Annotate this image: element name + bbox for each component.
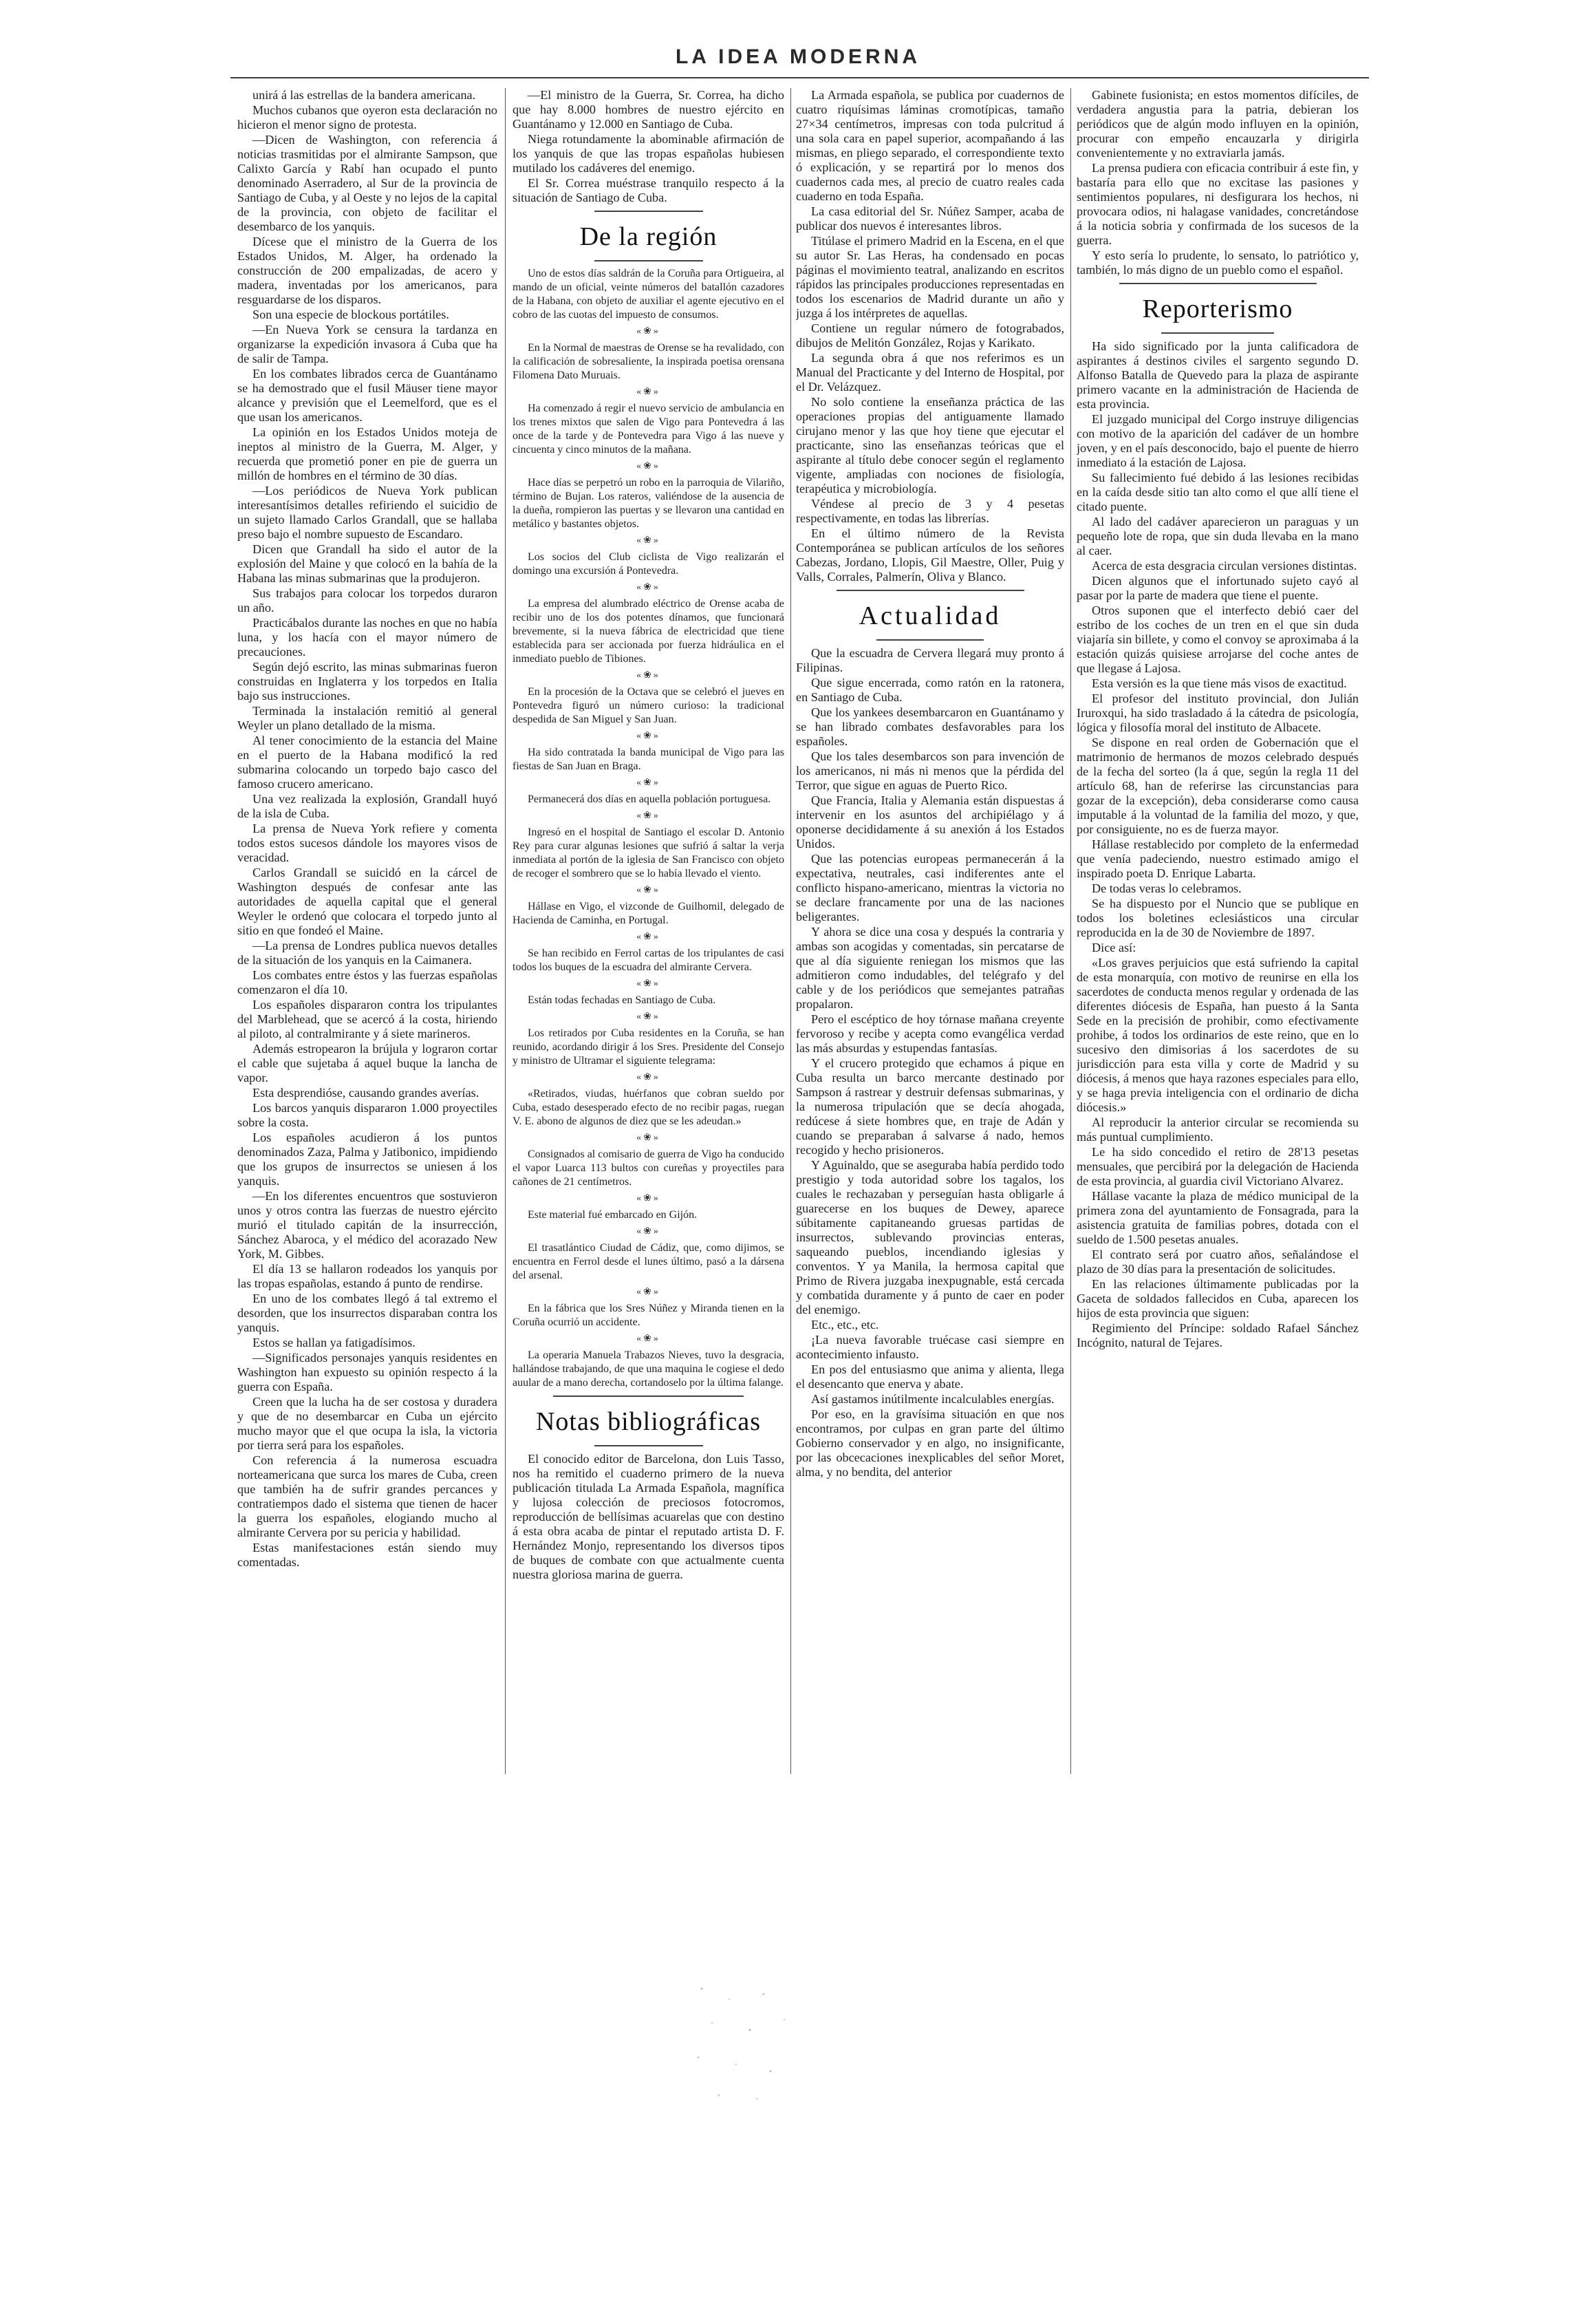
paragraph: Que Francia, Italia y Alemania están dispuestas á intervenir en los asuntos del archipiélago y á oponerse decididamente á su anexión á los Estados Unidos. — [796, 793, 1064, 851]
column-divider — [1070, 88, 1071, 1774]
paragraph: Los retirados por Cuba residentes en la Coruña, se han reunido, acordando dirigir á los Sres. Presidente del Consejo y ministro de Ultramar el siguiente telegrama: — [513, 1027, 784, 1067]
paragraph: Hállase vacante la plaza de médico municipal de la primera zona del ayuntamiento de Fonsagrada, para la asistencia gratuita de familias pobres, dotada con el sueldo de 1.500 pesetas anuales. — [1077, 1189, 1359, 1246]
paragraph: Dicen que Grandall ha sido el autor de la explosión del Maine y que colocó en la bahía de la Habana las minas submarinas que la produjeron. — [237, 542, 497, 585]
paragraph: Véndese al precio de 3 y 4 pesetas respectivamente, en todas las librerías. — [796, 497, 1064, 525]
paragraph-ornament: «❀» — [636, 1287, 660, 1297]
section-rule — [876, 639, 984, 641]
paragraph: Por eso, en la gravísima situación en que nos encontramos, por culpas en gran parte del último Gobierno conservador y en algo, no insignificante, por las obcecaciones inexplicables del señor Moret, alma, y no bendita, del anterior — [796, 1407, 1064, 1479]
paragraph: Y ahora se dice una cosa y después la contraria y ambas son acogidas y comentadas, sin percatarse de que al día siguiente reniegan los mismos que las admitieron como indudables, del telégrafo y del cable y de los periódicos que semejantes patrañas propalaron. — [796, 925, 1064, 1011]
paragraph-ornament: «❀» — [636, 1133, 660, 1143]
masthead-rule — [230, 77, 1369, 78]
paragraph: Son una especie de blockous portátiles. — [252, 308, 449, 321]
paragraph: Los españoles dispararon contra los tripulantes del Marblehead, que se acercó á la costa, hiriendo al piloto, al contralmirante y á siete marineros. — [237, 998, 497, 1040]
paragraph: Ingresó en el hospital de Santiago el escolar D. Antonio Rey para curar algunas lesiones que sufrió á saltar la verja inmediata al portón de la iglesia de San Francisco con objeto de recoger el sombrero que se lo había llevado el viento. — [513, 826, 784, 879]
paragraph: Que los yankees desembarcaron en Guantánamo y se han librado combates desfavorables para los españoles. — [796, 705, 1064, 748]
paragraph: En la fábrica que los Sres Núñez y Miranda tienen en la Coruña ocurrió un accidente. — [513, 1303, 784, 1328]
paragraph: Que las potencias europeas permanecerán á la expectativa, neutrales, casi indiferentes ante el conflicto hispano-americano, mientras la victoria no se declare francamente por una de las naciones beligerantes. — [796, 852, 1064, 923]
paragraph: Niega rotundamente la abominable afirmación de los yanquis de que las tropas españolas hubiesen mutilado los cadáveres del enemigo. — [513, 132, 784, 175]
paragraph: Esta versión es la que tiene más visos de exactitud. — [1092, 676, 1347, 690]
section-rule — [1119, 283, 1317, 284]
paragraph: Ha sido contratada la banda municipal de Vigo para las fiestas de San Juan en Braga. — [513, 747, 784, 772]
paragraph: Estos se hallan ya fatigadísimos. — [252, 1336, 416, 1349]
paragraph: El día 13 se hallaron rodeados los yanquis por las tropas españolas, estando á punto de rendirse. — [237, 1262, 497, 1290]
actualidad-body — [796, 646, 1064, 1479]
paragraph: Permanecerá dos días en aquella población portuguesa. — [528, 793, 771, 805]
bibliographic-notes — [513, 1452, 784, 1582]
paragraph: Muchos cubanos que oyeron esta declaración no hicieron el menor signo de protesta. — [237, 103, 497, 131]
paragraph: Dicen algunos que el infortunado sujeto cayó al pasar por la parte de madera que tiene el puente. — [1077, 574, 1359, 602]
column-4 — [1077, 88, 1359, 1774]
paragraph: —La prensa de Londres publica nuevos detalles de la situación de los yanquis en la Caimanera. — [237, 939, 497, 967]
paragraph: Que la escuadra de Cervera llegará muy pronto á Filipinas. — [796, 646, 1064, 674]
paragraph: Creen que la lucha ha de ser costosa y duradera y que de no desembarcar en Cuba un ejército mucho mayor que el que ocupa la isla, la victoria por tierra será para los españoles. — [237, 1395, 497, 1452]
paragraph: Acerca de esta desgracia circulan versiones distintas. — [1092, 559, 1357, 573]
paragraph: unirá á las estrellas de la bandera americana. — [252, 88, 476, 102]
reporterismo-body — [1077, 339, 1359, 1350]
paragraph: Al lado del cadáver aparecieron un paraguas y un pequeño lote de ropa, que sin duda llevaba en la mano al caer. — [1077, 515, 1359, 557]
paragraph: Su fallecimiento fué debido á las lesiones recibidas en la caída desde sitio tan alto como el que allí tiene el citado puente. — [1077, 471, 1359, 513]
paragraph: Que sigue encerrada, como ratón en la ratonera, en Santiago de Cuba. — [796, 676, 1064, 704]
paragraph: La prensa pudiera con eficacia contribuir á este fin, y bastaría para ello que no excitase las pasiones y sentimientos populares, ni desfigurara los hechos, ni provocara odios, ni halagase vanidades, concretándose á la noticia sobria y confirmada de los sucesos de la guerra. — [1077, 161, 1359, 247]
paragraph: —Dicen de Washington, con referencia á noticias trasmitidas por el almirante Sampson, que Calixto García y Rabí han ocupado el punto denominado Aserradero, al Sur de la provincia de Santiago de Cuba, y al Oeste y no lejos de la capital de la provincia, con objeto de facilitar el desembarco de los yanquis. — [237, 133, 497, 233]
section-rule — [837, 590, 1024, 591]
section-rule — [553, 1396, 744, 1397]
paragraph: La Armada española, se publica por cuadernos de cuatro riquísimas láminas cromotípicas, tamaño 27×34 centímetros, impresas con toda pulcritud á una sola cara en papel superior, acompañando á las mismas, en pliego separado, el correspondiente texto ó explicación, y se repartirá por lo menos dos cuadernos cada mes, al precio de cuatro reales cada cuaderno en toda España. — [796, 88, 1064, 203]
paragraph: Pero el escéptico de hoy tórnase mañana creyente fervoroso y recibe y acepta como evangélica verdad las más absurdas y estupendas fantasías. — [796, 1012, 1064, 1055]
paragraph: —El ministro de la Guerra, Sr. Correa, ha dicho que hay 8.000 hombres de nuestro ejército en Guantánamo y 12.000 en Santiago de Cuba. — [513, 88, 784, 131]
column-1 — [237, 88, 497, 1774]
paragraph: Al tener conocimiento de la estancia del Maine en el puerto de la Habana modificó la red submarina colocando un torpedo bajo casco del famoso crucero americano. — [237, 734, 497, 791]
paragraph-ornament: «❀» — [636, 461, 660, 471]
paragraph: El Sr. Correa muéstrase tranquilo respecto á la situación de Santiago de Cuba. — [513, 176, 784, 204]
paragraph: Ha sido significado por la junta calificadora de aspirantes á destinos civiles el sargento segundo D. Alfonso Batalla de Quevedo para la plaza de aspirante primero vacante en la administración de Hacienda de esta provincia. — [1077, 339, 1359, 411]
paragraph-ornament: «❀» — [636, 1072, 660, 1082]
paragraph: No solo contiene la enseñanza práctica de las operaciones propias del antiguamente llamado cirujano menor y las que hoy tiene que ejecutar el practicante, sino las enseñanzas teóricas que el aspirante al título debe conocer según el reglamento vigente, ampliadas con nociones de fisiología, terapéutica y microbiología. — [796, 395, 1064, 495]
paragraph: En los combates librados cerca de Guantánamo se ha demostrado que el fusil Mäuser tiene mayor alcance y previsión que el Leemelford, que es el que usan los americanos. — [237, 367, 497, 424]
paragraph: Carlos Grandall se suicidó en la cárcel de Washington después de confesar ante las autoridades de aquella capital que el general Weyler le ordenó que colocara el torpedo junto al sitio en que fondeó el Maine. — [237, 866, 497, 937]
paragraph-ornament: «❀» — [636, 885, 660, 895]
section-rule — [1161, 332, 1274, 334]
section-title-notas: Notas bibliográficas — [535, 1407, 762, 1436]
paragraph: «Los graves perjuicios que está sufriendo la capital de esta monarquía, con motivo de reunirse en ella los sacerdotes de conducta menos regular y ordenada de las diferentes diócesis de España, han puesto á la Santa Sede en la precisión de prohibir, como efectivamente prohibe, á todos los ordinarios de este reino, que en lo sucesivo den dimisorias á los sacerdotes de su jurisdicción para esta villa y corte de Madrid y su diócesis, á menos que haya razones especiales para ello, y se haga previa inteligencia con el ordinario de dicha diócesis.» — [1077, 956, 1359, 1114]
paragraph: Sus trabajos para colocar los torpedos duraron un año. — [237, 586, 497, 614]
paragraph: Los barcos yanquis dispararon 1.000 proyectiles sobre la costa. — [237, 1101, 497, 1129]
paragraph: En la procesión de la Octava que se celebró el jueves en Pontevedra figuró un número curioso: la tradicional despedida de San Miguel y San Juan. — [513, 686, 784, 725]
paragraph: Consignados al comisario de guerra de Vigo ha conducido el vapor Luarca 113 bultos con cureñas y proyectiles para cañones de 21 centímetros. — [513, 1148, 784, 1188]
paragraph-ornament: «❀» — [636, 1193, 660, 1204]
paragraph: El conocido editor de Barcelona, don Luis Tasso, nos ha remitido el cuaderno primero de la nueva publicación titulada La Armada Española, magnífica y lujosa colección de preciosos fotocromos, reproducción de bellísimas acuarelas que con destino á esta obra acaba de pintar el reputado artista D. F. Hernández Monjo, representando los diversos tipos de buques de combate con que actualmente cuenta nuestra gloriosa marina de guerra. — [513, 1452, 784, 1581]
paragraph: Gabinete fusionista; en estos momentos difíciles, de verdadera angustia para la patria, debieran los periódicos que de algún modo influyen en la opinión, procurar con empeño encauzarla y dirigirla convenientemente y no extraviarla jamás. — [1077, 88, 1359, 160]
paragraph: «Retirados, viudas, huérfanos que cobran sueldo por Cuba, estado desesperado efecto de no recibir pagas, ruegan V. E. abono de algunos de diez que se les adeudan.» — [513, 1088, 784, 1127]
paragraph: Practicábalos durante las noches en que no había luna, y los hacía con el mayor número de precauciones. — [237, 616, 497, 659]
paragraph: Y esto sería lo prudente, lo sensato, lo patriótico y, también, lo más digno de un pueblo como el español. — [1077, 248, 1359, 277]
paragraph: En las relaciones últimamente publicadas por la Gaceta de soldados fallecidos en Cuba, aparecen los hijos de esta provincia que siguen: — [1077, 1277, 1359, 1320]
paragraph: —Significados personajes yanquis residentes en Washington han expuesto su opinión respecto á la guerra con España. — [237, 1351, 497, 1393]
paragraph: Hállase restablecido por completo de la enfermedad que venía padeciendo, nuestro estimado amigo el inspirado poeta D. Enrique Labarta. — [1077, 837, 1359, 880]
paragraph: —Los periódicos de Nueva York publican interesantísimos detalles refiriendo el suicidio de un sujeto llamado Carlos Grandall, que se hallaba preso bajo el nombre supuesto de Escandaro. — [237, 484, 497, 541]
paragraph: ¡La nueva favorable truécase casi siempre en acontecimiento infausto. — [796, 1333, 1064, 1361]
paragraph: Se han recibido en Ferrol cartas de los tripulantes de casi todos los buques de la escuadra del almirante Cervera. — [513, 948, 784, 973]
paragraph: La operaria Manuela Trabazos Nieves, tuvo la desgracia, hallándose trabajando, de que una maquina le cogiese el dedo auular de a mano derecha, cortandoselo por la última falange. — [513, 1349, 784, 1389]
paragraph-ornament: «❀» — [636, 1334, 660, 1344]
paragraph: Con referencia á la numerosa escuadra norteamericana que surca los mares de Cuba, creen que también ha de sufrir grandes percances y contratiempos dado el sistema que tienen de hacer la guerra los españoles, elogiando mucho al almirante Cervera por su pericia y habilidad. — [237, 1453, 497, 1539]
paragraph-ornament: «❀» — [636, 979, 660, 989]
paragraph: El juzgado municipal del Corgo instruye diligencias con motivo de la aparición del cadáver de un hombre joven, y en el país desconocido, bajo el puente de hierro inmediato á la estación de Lajosa. — [1077, 412, 1359, 469]
paragraph: Los socios del Club ciclista de Vigo realizarán el domingo una excursión á Pontevedra. — [513, 551, 784, 577]
paragraph: Los españoles acudieron á los puntos denominados Zaza, Palma y Jatibonico, impidiendo que los grupos de insurrectos se uniesen á los yanquis. — [237, 1131, 497, 1188]
paragraph-ornament: «❀» — [636, 731, 660, 741]
paragraph: Titúlase el primero Madrid en la Escena, en el que su autor Sr. Las Heras, ha condensado en pocas páginas el movimiento teatral, analizando en escritos rápidos las principales producciones representadas en todos los escenarios de Madrid durante un año y juzga á los intérpretes de aquellas. — [796, 234, 1064, 320]
paragraph: Y Aguinaldo, que se aseguraba había perdido todo prestigio y toda autoridad sobre los tagalos, los cuales le rechazaban y perseguían hasta obligarle á guarecerse en los buques de Dewey, aparece súbitamente capitaneando gruesas partidas de insurrectos, sublevando provincias enteras, saqueando pueblos, incendiando iglesias y conventos. Y ya Manila, la hermosa capital que Primo de Rivera juzgaba inexpugnable, está cercada y combatida duramente y á punto de caer en poder del enemigo. — [796, 1158, 1064, 1316]
war-ministry-note — [513, 88, 784, 205]
paragraph: Estas manifestaciones están siendo muy comentadas. — [237, 1541, 497, 1569]
paragraph: —En los diferentes encuentros que sostuvieron unos y otros contra las fuerzas de nuestro ejército murió el titulado capitán de la insurrección, Sánchez Abaroca, y el médico del acorazado New York, M. Gibbes. — [237, 1189, 497, 1261]
paragraph: Hace días se perpetró un robo en la parroquia de Vilariño, término de Bujan. Los rateros, valiéndose de la ausencia de la dueña, rompieron las puertas y se llevaron una cantidad en metálico y bastantes objetos. — [513, 477, 784, 530]
section-rule — [594, 260, 703, 261]
paragraph: Así gastamos inútilmente incalculables energías. — [811, 1392, 1055, 1406]
paragraph-ornament: «❀» — [636, 1226, 660, 1237]
paragraph: Y el crucero protegido que echamos á pique en Cuba resulta un barco mercante destinado por Sampson á rastrear y destruir defensas submarinas, y la numerosa tripulación que se decía ahogada, redúcese á siete hombres que, en traje de Adán y cuando se preparaban á salvarse á nado, hemos recogido y hecho prisioneros. — [796, 1056, 1064, 1157]
section-rule — [594, 1445, 703, 1446]
paragraph: Además estropearon la brújula y lograron cortar el cable que sujetaba á aquel buque la lancha de vapor. — [237, 1042, 497, 1084]
paragraph: Al reproducir la anterior circular se recomienda su más puntual cumplimiento. — [1077, 1115, 1359, 1144]
section-title-reporterismo: Reporterismo — [1142, 295, 1293, 323]
paragraph: En uno de los combates llegó á tal extremo el desorden, que los insurrectos disparaban contra los yanquis. — [237, 1292, 497, 1334]
paragraph-ornament: «❀» — [636, 387, 660, 397]
paragraph: La opinión en los Estados Unidos moteja de ineptos al ministro de la Guerra, M. Alger, y recuerda que prometió poner en pie de guerra un millón de hombres en el término de 30 días. — [237, 425, 497, 482]
paragraph: Se dispone en real orden de Gobernación que el matrimonio de hermanos de mozos celebrado después de la fecha del sorteo (la á que, según la regla 11 del artículo 68, han de referirse las circunstancias para gozar de la excepción), deba considerarse como causa imputable á la voluntad de la familia del mozo, y que, por consiguiente, no es de fuerza mayor. — [1077, 736, 1359, 836]
paragraph: Están todas fechadas en Santiago de Cuba. — [528, 994, 716, 1006]
paragraph: Este material fué embarcado en Gijón. — [528, 1209, 698, 1221]
paragraph-ornament: «❀» — [636, 670, 660, 681]
paragraph: Una vez realizada la explosión, Grandall huyó de la isla de Cuba. — [237, 792, 497, 820]
column-divider — [790, 88, 791, 1774]
paragraph: Otros suponen que el interfecto debió caer del estribo de los coches de un tren en el que sin duda viajaría sin billete, y como el convoy se aproximaba á la estación quizás quisiese arrojarse del coche antes de que llegase á Lajosa. — [1077, 603, 1359, 675]
paragraph: Según dejó escrito, las minas submarinas fueron construidas en Inglaterra y los torpedos en Italia bajo sus instrucciones. — [237, 660, 497, 703]
paragraph-ornament: «❀» — [636, 778, 660, 788]
column-divider — [505, 88, 506, 1774]
paragraph-ornament: «❀» — [636, 932, 660, 942]
paragraph: En el último número de la Revista Contemporánea se publican artículos de los señores Cabezas, Jordano, Llopis, Gil Maestre, Oller, Puig y Valls, Corrales, Palmerín, Oliva y Blanco. — [796, 526, 1064, 584]
paragraph: Esta desprendióse, causando grandes averías. — [252, 1086, 479, 1100]
paragraph: Se ha dispuesto por el Nuncio que se publique en todos los boletines eclesiásticos una circular reproducida en la de 30 de Noviembre de 1897. — [1077, 897, 1359, 939]
paragraph: Dícese que el ministro de la Guerra de los Estados Unidos, M. Alger, ha ordenado la construcción de 200 empalizadas, de acero y madera, inventadas por los americanos, para resguardarse de los disparos. — [237, 235, 497, 306]
paragraph: En la Normal de maestras de Orense se ha revalidado, con la calificación de sobresaliente, la inspirada poetisa orensana Filomena Dato Muruais. — [513, 342, 784, 381]
column-3 — [796, 88, 1064, 1774]
paragraph-ornament: «❀» — [636, 811, 660, 821]
paragraph-ornament: «❀» — [636, 582, 660, 592]
paragraph: —En Nueva York se censura la tardanza en organizarse la expedición invasora á Cuba que ha de salir de Tampa. — [237, 323, 497, 365]
newspaper-masthead: LA IDEA MODERNA — [675, 45, 921, 68]
paragraph: La segunda obra á que nos referimos es un Manual del Practicante y del Interno de Hospital, por el Dr. Velázquez. — [796, 351, 1064, 394]
paragraph: El trasatlántico Ciudad de Cádiz, que, como dijimos, se encuentra en Ferrol desde el lunes último, pasó a la dársena del arsenal. — [513, 1242, 784, 1281]
paragraph: De todas veras lo celebramos. — [1092, 881, 1242, 895]
section-title-actualidad: Actualidad — [859, 601, 1002, 630]
paragraph: La casa editorial del Sr. Núñez Samper, acaba de publicar dos nuevos é interesantes libros. — [796, 204, 1064, 233]
paragraph: Ha comenzado á regir el nuevo servicio de ambulancia en los trenes mixtos que salen de Vigo para Pontevedra á las once de la tarde y de Pontevedra para Vigo á las nueve y cincuenta y cinco minutos de la mañana. — [513, 403, 784, 456]
region-news-list — [513, 267, 784, 1390]
paragraph: Contiene un regular número de fotograbados, dibujos de Melitón González, Rojas y Karikato. — [796, 321, 1064, 350]
paragraph-ornament: «❀» — [636, 535, 660, 546]
paragraph: Hállase en Vigo, el vizconde de Guilhomil, delegado de Hacienda de Caminha, en Portugal. — [513, 901, 784, 926]
bibliographic-notes-continued — [796, 88, 1064, 584]
paragraph: Que los tales desembarcos son para invención de los americanos, ni más ni menos que la pérdida del Terror, que sigue en aguas de Puerto Rico. — [796, 749, 1064, 792]
editorial-continued — [1077, 88, 1359, 277]
column-2 — [513, 88, 784, 1774]
section-rule — [594, 211, 703, 212]
paragraph: El contrato será por cuatro años, señalándose el plazo de 30 días para la presentación de solicitudes. — [1077, 1248, 1359, 1276]
paragraph: Le ha sido concedido el retiro de 28'13 pesetas mensuales, que percibirá por la delegación de Hacienda de esta provincia, al guardia civil Victoriano Alvarez. — [1077, 1145, 1359, 1188]
print-speckle-artifact — [688, 1982, 798, 2106]
paragraph: Regimiento del Príncipe: soldado Rafael Sánchez Incógnito, natural de Tejares. — [1077, 1321, 1359, 1349]
paragraph: El profesor del instituto provincial, don Julián Iruroxqui, ha sido trasladado á la cátedra de psicología, lógica y filosofía moral del instituto de Albacete. — [1077, 692, 1359, 734]
paragraph: Terminada la instalación remitió al general Weyler un plano detallado de la misma. — [237, 704, 497, 732]
paragraph: La empresa del alumbrado eléctrico de Orense acaba de recibir uno de los dos potentes dínamos, que funcionará brevemente, si la nueva fábrica de electricidad que tiene establecida para ser accionada por fuerza hidráulica en el inmediato pueblo de Tibiones. — [513, 598, 784, 665]
paragraph: Uno de estos días saldrán de la Coruña para Ortigueira, al mando de un oficial, veinte números del batallón cazadores de la Habana, con objeto de auxiliar el agente ejecutivo en el cobro de las cuotas del impuesto de consumos. — [513, 268, 784, 321]
section-title-region: De la región — [579, 222, 718, 251]
news-column-1-body — [237, 88, 497, 1570]
paragraph: La prensa de Nueva York refiere y comenta todos estos sucesos dándole los mayores visos de veracidad. — [237, 822, 497, 864]
paragraph-ornament: «❀» — [636, 326, 660, 336]
paragraph-ornament: «❀» — [636, 1012, 660, 1022]
paragraph: En pos del entusiasmo que anima y alienta, llega el desencanto que enerva y abate. — [796, 1362, 1064, 1391]
paragraph: Etc., etc., etc. — [811, 1318, 879, 1332]
paragraph: Los combates entre éstos y las fuerzas españolas comenzaron el día 10. — [237, 968, 497, 996]
paragraph: Dice así: — [1092, 941, 1136, 954]
